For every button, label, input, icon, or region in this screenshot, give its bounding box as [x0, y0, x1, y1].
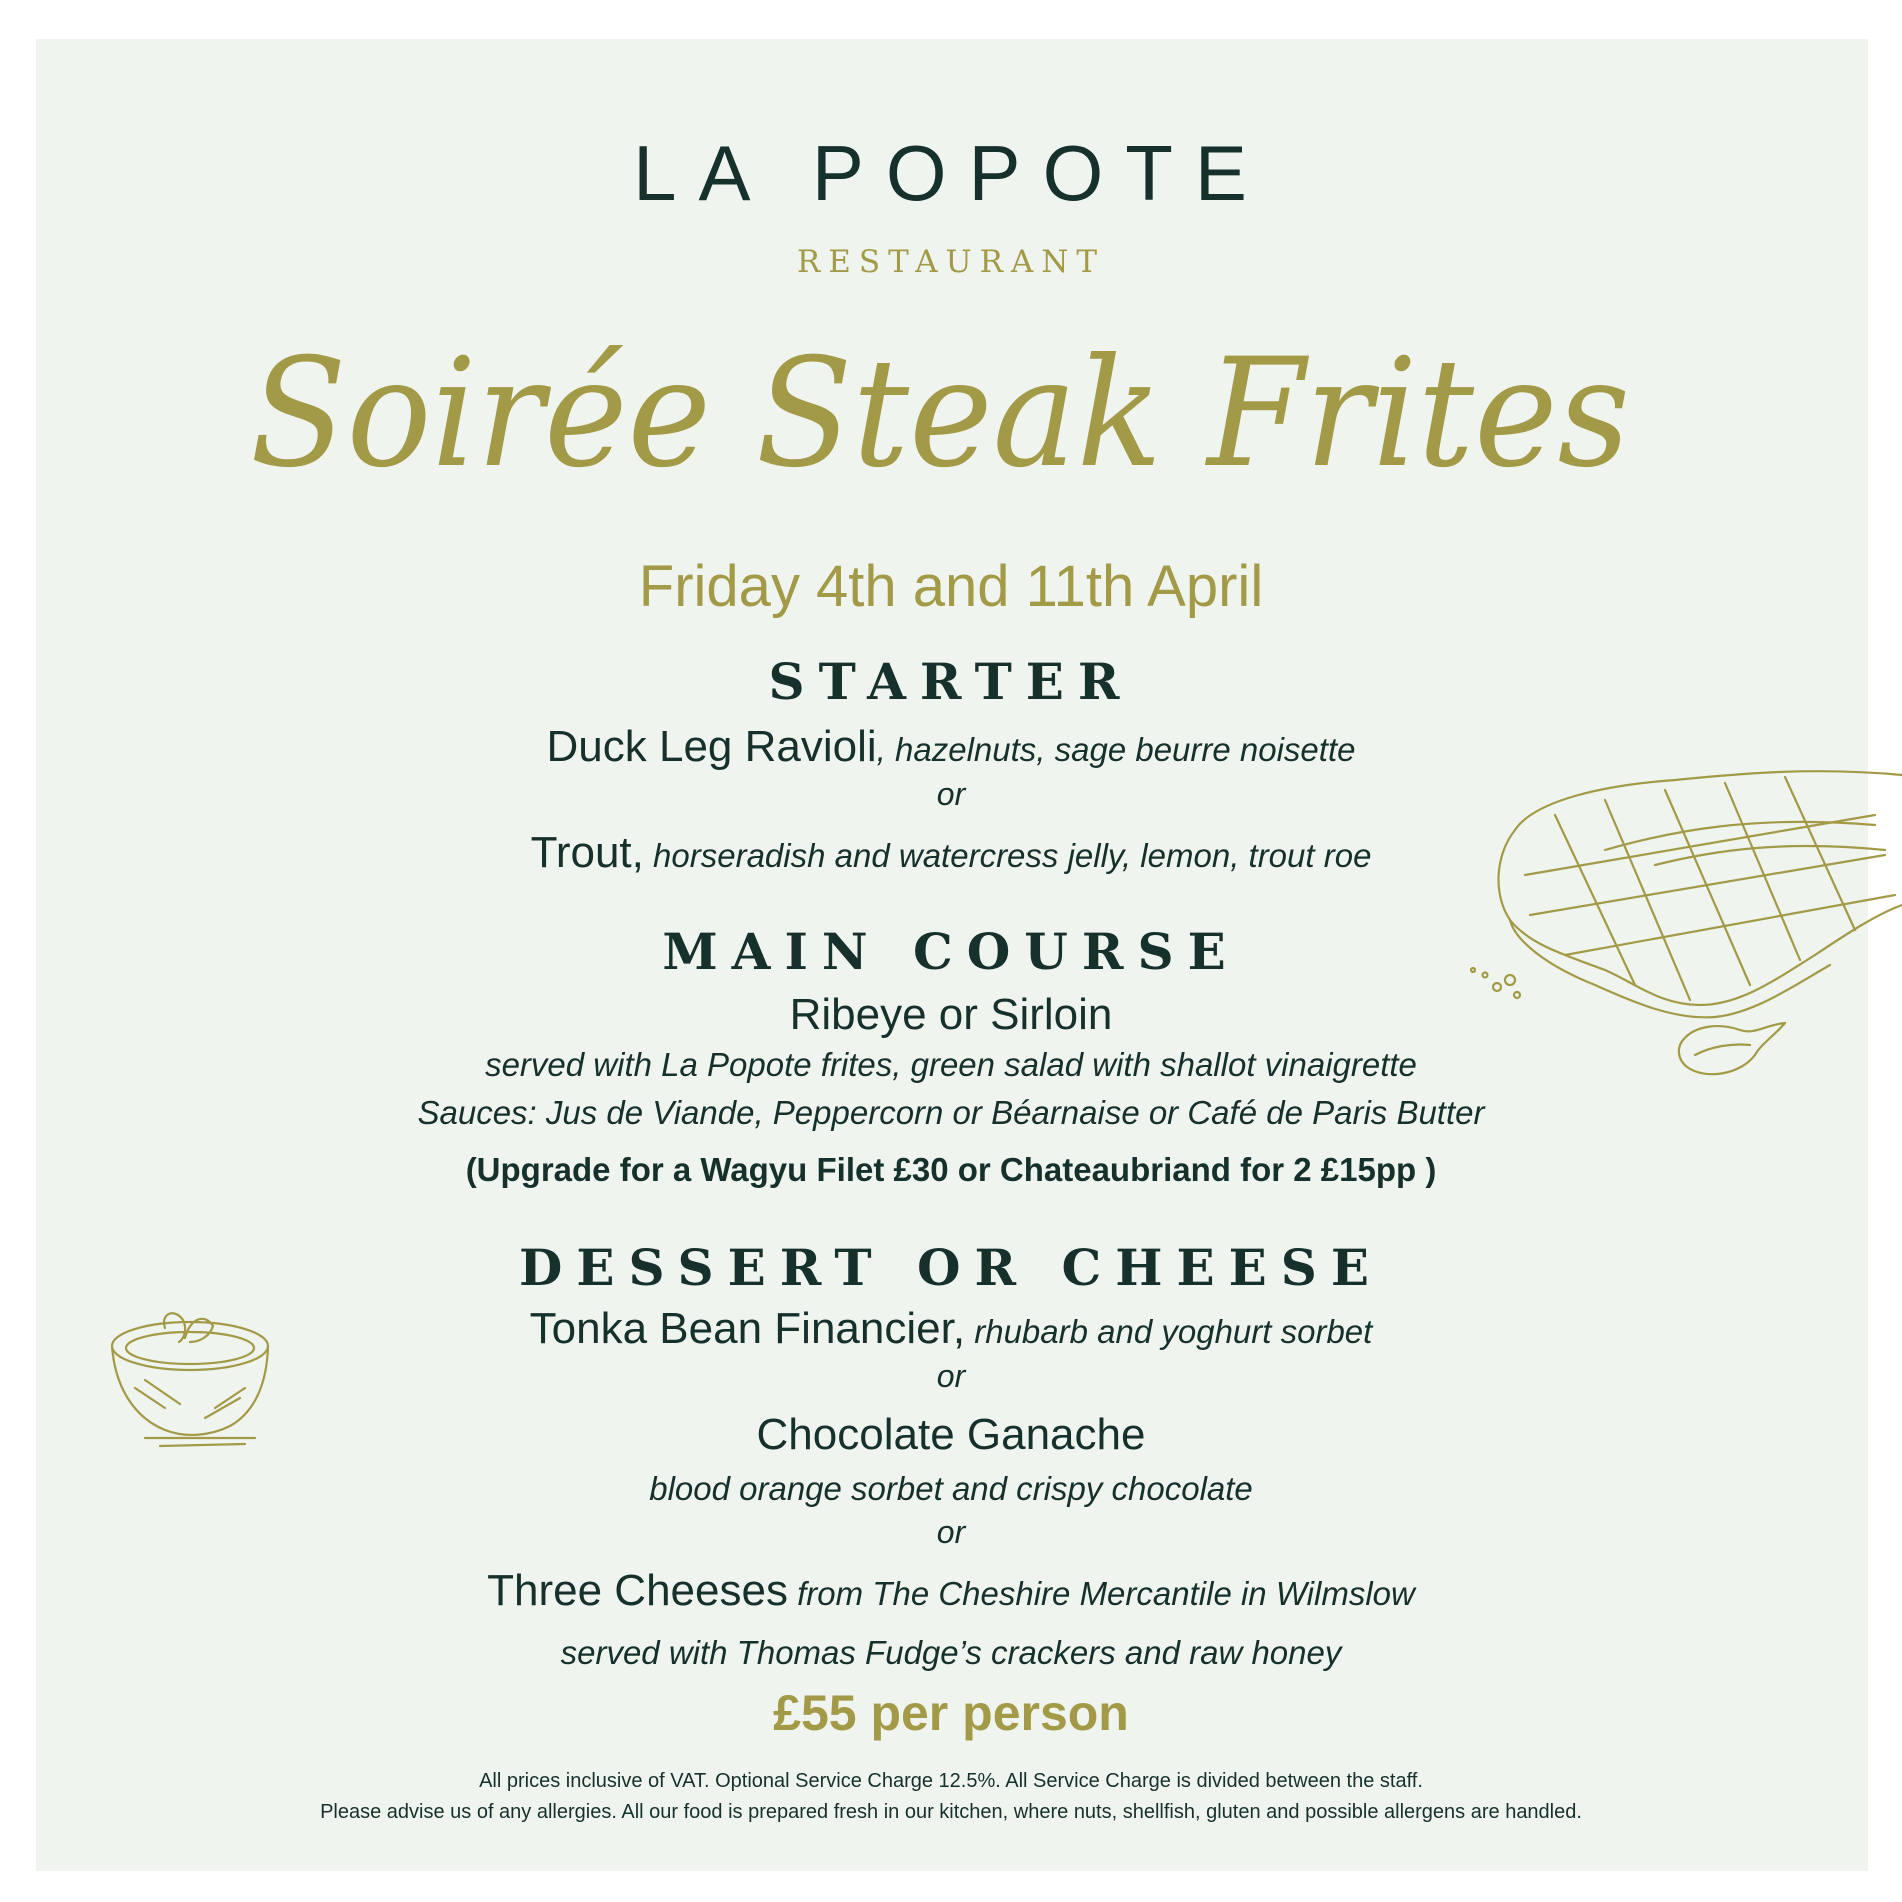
restaurant-name: LA POPOTE — [633, 129, 1269, 217]
menu-item-three-cheeses — [0, 1566, 1902, 1616]
dish-name: Trout, — [530, 828, 644, 877]
price: £55 per person — [773, 1685, 1129, 1741]
section-heading-starter: STARTER — [768, 652, 1134, 711]
dish-description: , hazelnuts, sage beurre noisette — [876, 731, 1356, 768]
steak-icon — [1455, 755, 1902, 1100]
event-title — [220, 300, 1660, 560]
dish-description: horseradish and watercress jelly, lemon, trout roe — [643, 837, 1372, 874]
dish-name: Tonka Bean Financier, — [529, 1304, 966, 1353]
dish-name: Three Cheeses — [487, 1566, 788, 1615]
upgrade-note: (Upgrade for a Wagyu Filet £30 or Chateaubriand for 2 £15pp ) — [465, 1151, 1437, 1188]
menu-item-chocolate-ganache: Chocolate Ganache — [756, 1410, 1146, 1459]
dish-name: Duck Leg Ravioli — [546, 722, 877, 771]
dish-description: from The Cheshire Mercantile in Wilmslow — [787, 1575, 1415, 1612]
or-separator: or — [936, 1358, 966, 1394]
menu-item-steak: Ribeye or Sirloin — [789, 990, 1113, 1039]
event-date: Friday 4th and 11th April — [638, 554, 1264, 619]
restaurant-subtitle: RESTAURANT — [796, 244, 1106, 280]
event-title-text: Soirée Steak Frites — [250, 327, 1630, 501]
footer-vat-note: All prices inclusive of VAT. Optional Service Charge 12.5%. All Service Charge is divided between the staff. — [479, 1770, 1423, 1792]
dish-description: rhubarb and yoghurt sorbet — [965, 1313, 1373, 1350]
dish-description: served with Thomas Fudge’s crackers and raw honey — [560, 1634, 1342, 1671]
section-heading-main-course: MAIN COURSE — [662, 922, 1240, 981]
section-heading-dessert: DESSERT OR CHEESE — [519, 1238, 1383, 1297]
dish-accompaniments: served with La Popote frites, green salad with shallot vinaigrette — [485, 1046, 1417, 1083]
bowl-icon — [105, 1308, 275, 1456]
dish-description: blood orange sorbet and crispy chocolate — [649, 1470, 1253, 1507]
footer-allergy-note: Please advise us of any allergies. All our food is prepared fresh in our kitchen, where nuts, shellfish, gluten and possible allergens are handled. — [320, 1801, 1582, 1823]
or-separator: or — [936, 776, 966, 812]
menu-item-tonka-financier — [0, 1304, 1902, 1354]
sauce-options: Sauces: Jus de Viande, Peppercorn or Béarnaise or Café de Paris Butter — [417, 1094, 1485, 1131]
or-separator: or — [936, 1514, 966, 1550]
